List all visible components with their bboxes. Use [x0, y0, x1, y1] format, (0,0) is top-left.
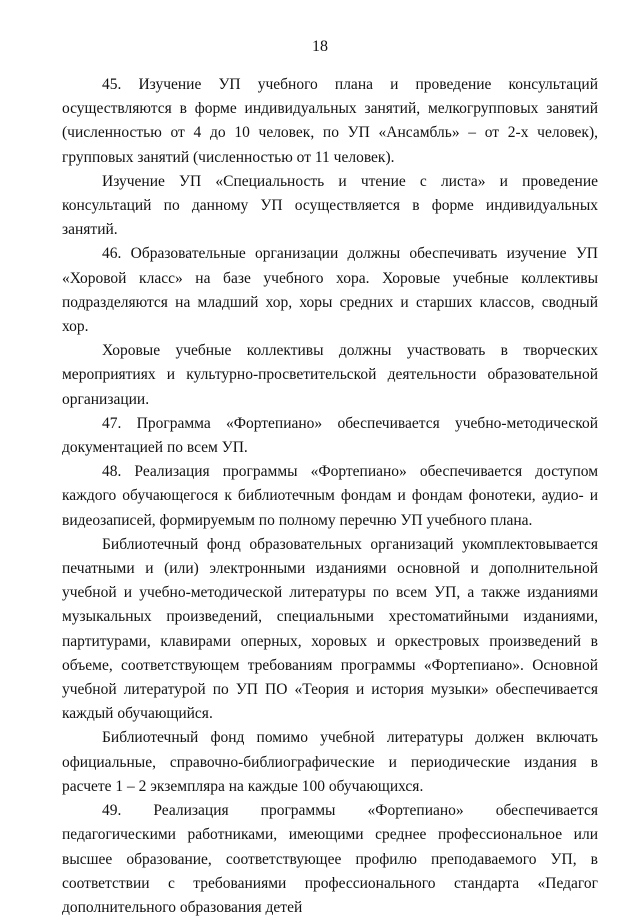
paragraph-49: 49. Реализация программы «Фортепиано» обеспечивается педагогическими работниками, имеющими среднее профессиональное или высшее образование, соответствующее профилю преподаваемого УП, в соответствии с требованиями профессионального стандарта «Педагог дополнительного образования детей: [62, 802, 598, 916]
paragraph-46: 46. Образовательные организации должны обеспечивать изучение УП «Хоровой класс» на базе учебного хора. Хоровые учебные коллективы подразделяются на младший хор, хоры средних и старших классов, сводный хор.: [62, 245, 598, 336]
paragraph-45: 45. Изучение УП учебного плана и проведение консультаций осуществляются в форме индивидуальных занятий, мелкогрупповых занятий (численностью от 4 до 10 человек, по УП «Ансамбль» – от 2-х человек), групповых занятий (численностью от 11 человек).: [62, 76, 598, 166]
paragraph-48: 48. Реализация программы «Фортепиано» обеспечивается доступом каждого обучающегося к библиотечным фондам и фондам фонотеки, аудио- и видеозаписей, формируемым по полному перечню УП учебного плана.: [62, 463, 598, 529]
paragraph-46-choirs: Хоровые учебные коллективы должны участвовать в творческих мероприятиях и культурно-просветительской деятельности образовательной организации.: [62, 342, 598, 408]
paragraph-48-periodicals: Библиотечный фонд помимо учебной литературы должен включать официальные, справочно-библиографические и периодические издания в расчете 1 – 2 экземпляра на каждые 100 обучающихся.: [62, 729, 598, 795]
document-body: [62, 73, 598, 920]
paragraph-45-individual: Изучение УП «Специальность и чтение с листа» и проведение консультаций по данному УП осуществляется в форме индивидуальных занятий.: [62, 172, 598, 239]
page-number: 18: [312, 38, 328, 55]
paragraph-47: 47. Программа «Фортепиано» обеспечивается учебно-методической документацией по всем УП.: [62, 414, 598, 457]
paragraph-48-library-fund: Библиотечный фонд образовательных организаций укомплектовывается печатными и (или) электронными изданиями основной и дополнительной учебной и учебно-методической литературы по всем УП, а также изданиями музыкальных произведений, специальными хрестоматийными изданиями, партитурами, клавирами оперных, хоровых и оркестровых произведений в объеме, соответствующем требованиям программы «Фортепиано». Основной учебной литературой по УП ПО «Теория и история музыки» обеспечивается каждый обучающийся.: [62, 535, 598, 723]
